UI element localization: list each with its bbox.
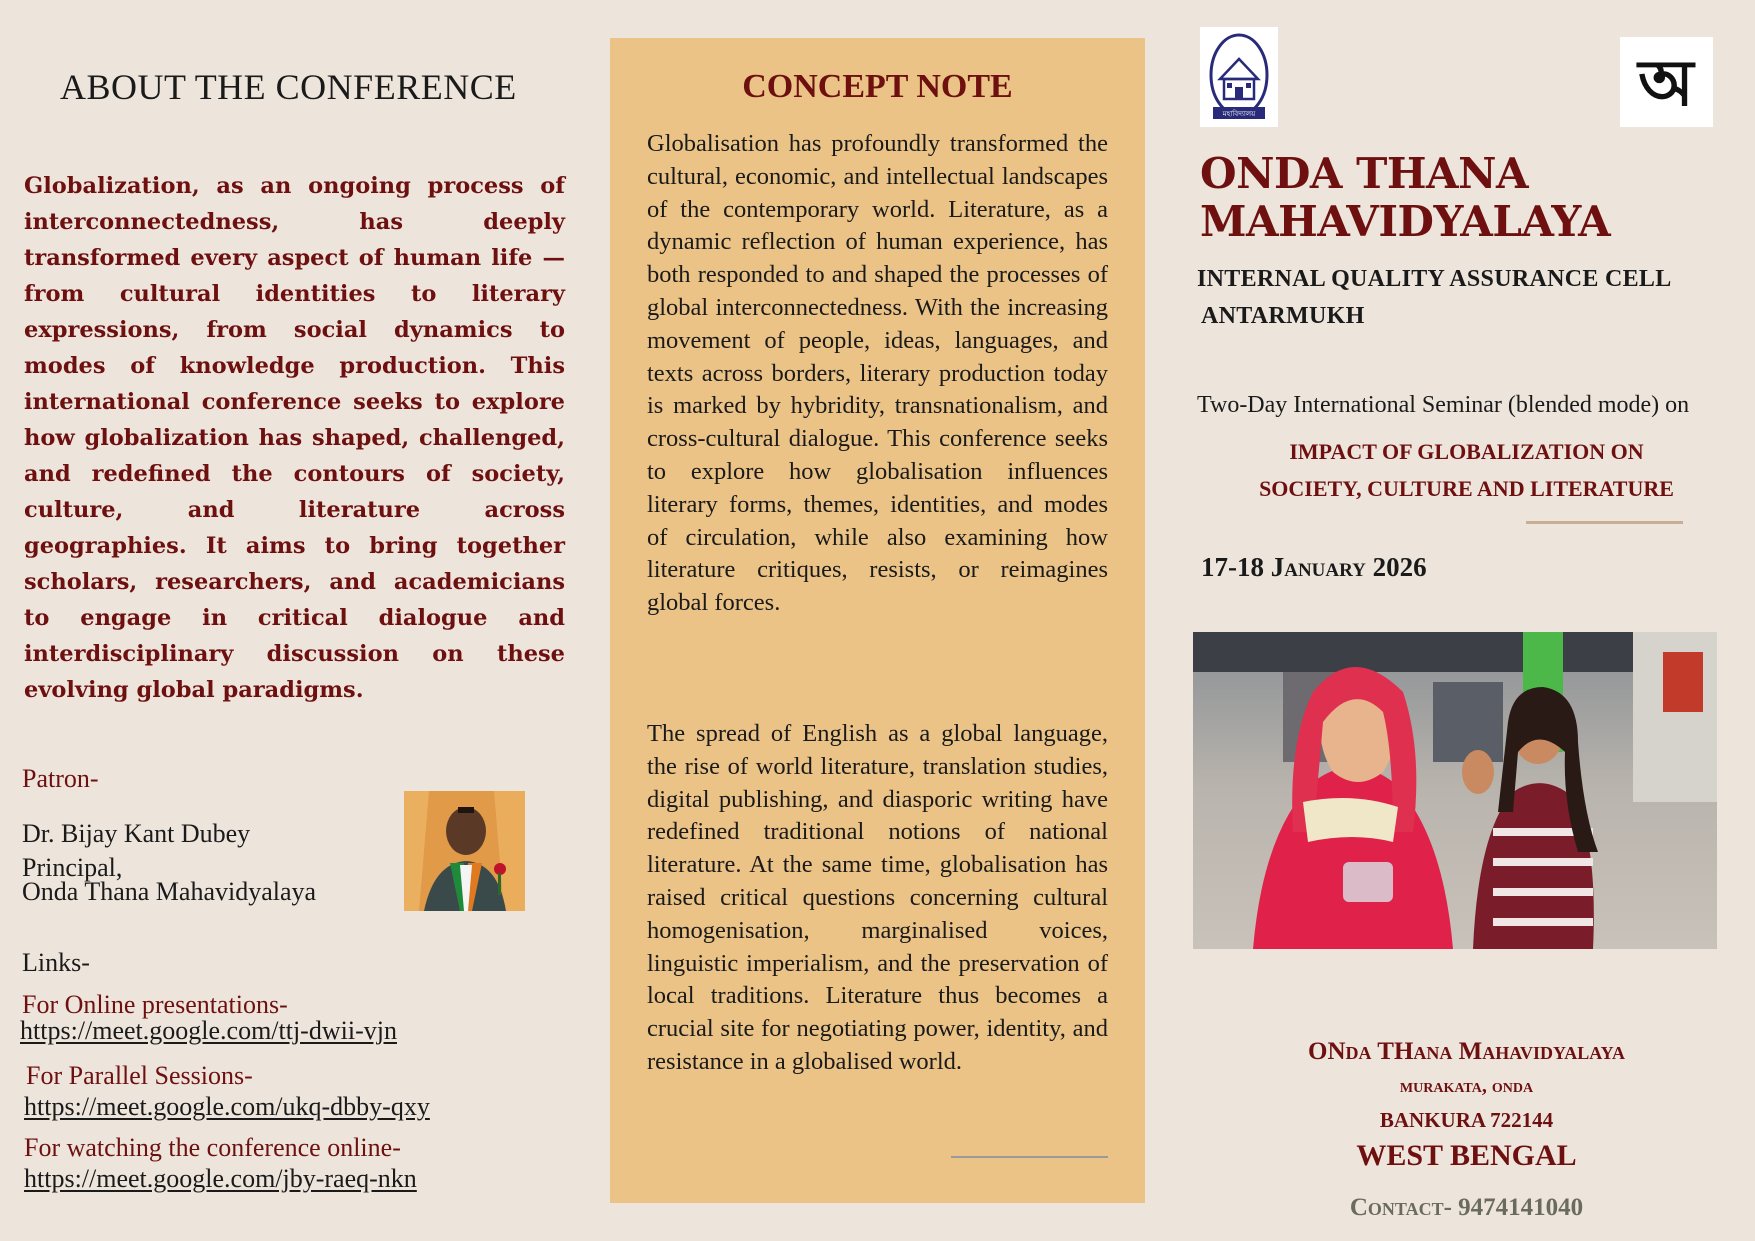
- patron-portrait-illustration: [404, 791, 525, 911]
- seminar-theme-line1: IMPACT OF GLOBALIZATION ON: [1289, 439, 1644, 464]
- link-watch-url[interactable]: https://meet.google.com/jby-raeq-nkn: [24, 1164, 417, 1193]
- hero-photo-illustration: [1193, 632, 1717, 949]
- patron-label: Patron-: [22, 764, 99, 793]
- link-parallel-url[interactable]: https://meet.google.com/ukq-dbby-qxy: [24, 1092, 430, 1121]
- antarmukh-logo-mark: [1620, 37, 1713, 127]
- college-name-line2: MAHAVIDYALAYA: [1200, 197, 1611, 246]
- college-name: [1200, 150, 1730, 246]
- antarmukh-title: ANTARMUKH: [1201, 303, 1365, 329]
- link-online-url[interactable]: https://meet.google.com/ttj-dwii-vjn: [20, 1016, 397, 1045]
- patron-title: Principal,: [22, 853, 123, 882]
- college-name-line1: ONDA THANA: [1200, 149, 1529, 198]
- address-line2: BANKURA 722144: [1379, 1108, 1554, 1132]
- link-parallel-label: For Parallel Sessions-: [26, 1061, 253, 1090]
- concept-paragraph-2: The spread of English as a global language, the rise of world literature, translation studies, digital publishing, and diasporic writing have redefined traditional notions of national literature. At the same time, globalisation has raised critical questions concerning cultural homogenisation, marginalised voices, linguistic imperialism, and the preservation of local traditions. Literature thus becomes a crucial site for negotiating power, identity, and resistance in a globalised world.: [647, 720, 1108, 1075]
- seminar-intro: Two-Day International Seminar (blended mode) on: [1197, 392, 1690, 418]
- seminar-date: 17-18 January 2026: [1201, 552, 1427, 582]
- patron-photo: [404, 791, 525, 911]
- concept-note-panel: [610, 38, 1145, 1203]
- hero-photo: [1193, 632, 1717, 949]
- link-watch-label: For watching the conference online-: [24, 1133, 401, 1162]
- antarmukh-logo: [1620, 37, 1713, 127]
- contact-line: Contact- 9474141040: [1349, 1194, 1584, 1221]
- antarmukh-logo-glyph: অ: [1638, 47, 1694, 121]
- address-state: WEST BENGAL: [1356, 1139, 1577, 1172]
- about-heading: ABOUT THE CONFERENCE: [60, 67, 517, 107]
- patron-name: Dr. Bijay Kant Dubey: [22, 819, 251, 848]
- concept-divider: [951, 1156, 1108, 1158]
- address-line1: murakata, onda: [1399, 1075, 1534, 1097]
- seminar-theme-line2: SOCIETY, CULTURE AND LITERATURE: [1259, 476, 1674, 501]
- about-body: Globalization, as an ongoing process of interconnectedness, has deeply transformed every aspect of human life — from cultural identities to literary expressions, from social dynamics to modes of knowledge production. This international conference seeks to explore how globalization has shaped, challenged, and redefined the contours of society, culture, and literature across geographies. It aims to bring together scholars, researchers, and academicians to engage in critical dialogue and interdisciplinary discussion on these evolving global paradigms.: [24, 173, 565, 703]
- college-logo-text: মহাবিদ্যালয়: [1222, 110, 1256, 118]
- concept-paragraph-1: Globalisation has profoundly transformed the cultural, economic, and intellectual landscapes of the contemporary world. Literature, as a dynamic reflection of human experience, has both responded to and shaped the processes of global interconnectedness. With the increasing movement of people, ideas, languages, and texts across borders, literary production today is marked by hybridity, transnationalism, and cross-cultural dialogue. This conference seeks to explore how globalisation influences literary forms, themes, identities, and modes of circulation, while also examining how literature critiques, resists, or reimagines global forces.: [647, 130, 1108, 617]
- link-online-label: For Online presentations-: [22, 990, 288, 1019]
- iqac-title: INTERNAL QUALITY ASSURANCE CELL: [1197, 266, 1672, 292]
- college-logo: [1200, 27, 1278, 127]
- theme-divider: [1526, 521, 1683, 524]
- links-label: Links-: [22, 948, 90, 977]
- patron-institution: Onda Thana Mahavidyalaya: [22, 877, 317, 906]
- college-logo-emblem: [1200, 27, 1278, 127]
- concept-title: CONCEPT NOTE: [742, 68, 1013, 105]
- address-college-name: ONda THana Mahavidyalaya: [1308, 1038, 1625, 1065]
